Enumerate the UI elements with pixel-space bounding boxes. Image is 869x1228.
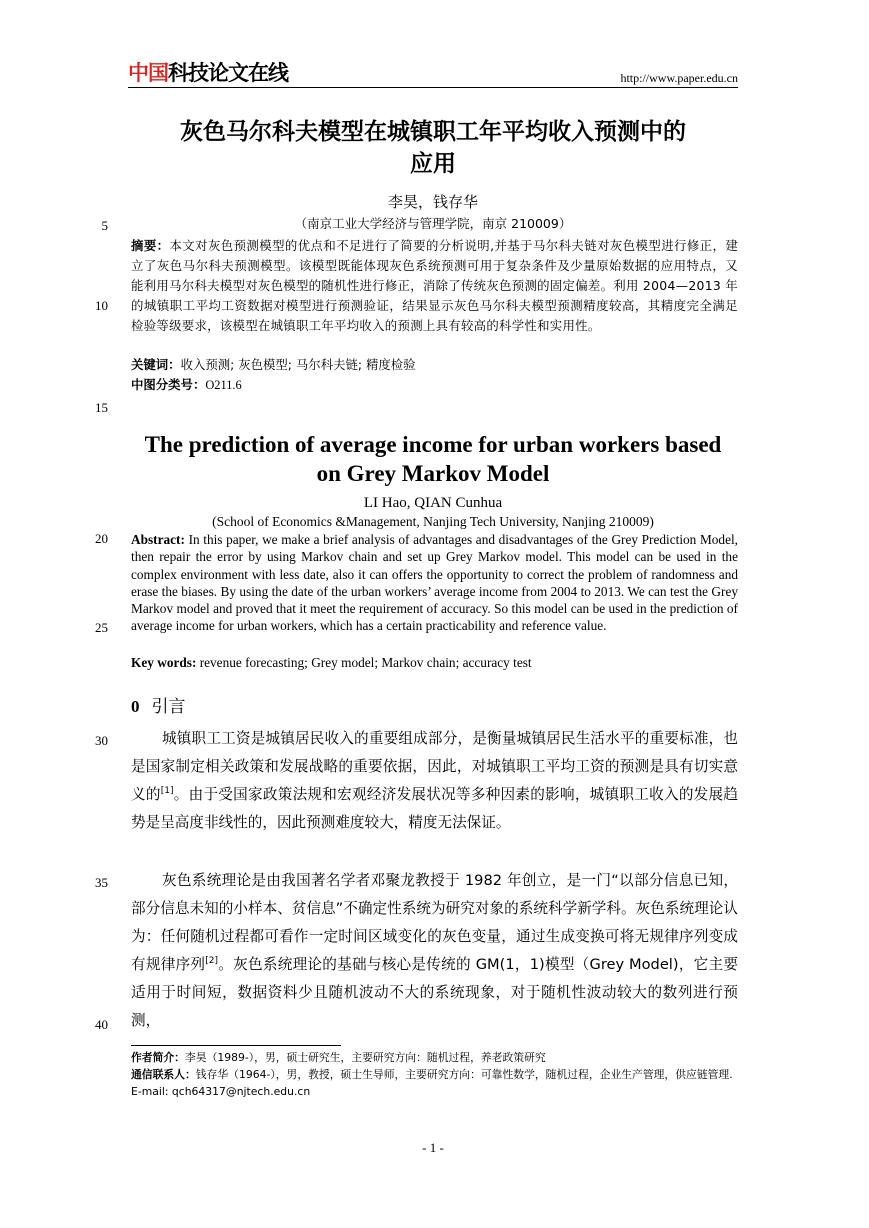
en-title (128, 430, 738, 488)
site-url[interactable]: http://www.paper.edu.cn (620, 71, 738, 85)
citation[interactable]: [2] (205, 956, 219, 966)
line-number: 30 (95, 733, 108, 748)
footnote-rule (131, 1045, 341, 1046)
en-affiliation: (School of Economics &Management, Nanjing Tech University, Nanjing 210009) (212, 514, 654, 529)
body-paragraph (131, 725, 738, 837)
footnote-contact-label: 通信联系人： (131, 1068, 196, 1081)
cn-abstract (131, 236, 738, 336)
line-number: 10 (95, 298, 108, 313)
body-text-run: 。由于受国家政策法规和宏观经济发展状况等多种因素的影响，城镇职工收入的发展趋势是呈高度非线性的，因此预测难度较大，精度无法保证。 (131, 786, 738, 831)
line-number: 15 (95, 400, 108, 415)
cn-class-code: O211.6 (205, 378, 242, 392)
section-title: 引言 (151, 697, 186, 717)
cn-keywords-label: 关键词： (131, 357, 181, 372)
en-abstract (131, 531, 738, 635)
line-number: 20 (95, 531, 108, 546)
line-number: 35 (95, 875, 108, 890)
en-title-line: The prediction of average income for urban workers based (144, 432, 722, 457)
site-logo: 中国科技论文在线 (128, 61, 288, 85)
body-text-run: 城镇职工工资是城镇居民收入的重要组成部分，是衡量城镇居民生活水平的重要标准，也是国家制定相关政策和发展战略的重要依据，因此，对城镇职工平均工资的预测是具有切实意义的 (131, 730, 738, 803)
cn-keywords (131, 355, 738, 375)
body-text-run: 灰色系统理论是由我国著名学者邓聚龙教授于 1982 年创立，是一门“以部分信息已知，部分信息未知的小样本、贫信息”不确定性系统为研究对象的系统科学新学科。灰色系统理论认为：任何随机过程都可看作一定时间区域变化的灰色变量，通过生成变换可将无规律序列变成有规律序列 (131, 872, 738, 973)
cn-keywords-text: 收入预测; 灰色模型; 马尔科夫链; 精度检验 (180, 357, 416, 372)
line-number: 40 (95, 1017, 108, 1032)
cn-abstract-text: 本文对灰色预测模型的优点和不足进行了简要的分析说明,并基于马尔科夫链对灰色模型进行修正，建立了灰色马尔科夫预测模型。该模型既能体现灰色系统预测可用于复杂条件及少量原始数据的应用特点，又能利用马尔科夫模型对灰色模型的随机性进行修正，消除了传统灰色预测的固定偏差。利用 2004—2013 年的城镇职工平均工资数据对模型进行预测验证，结果显示灰色马尔科夫模型预测精度较高，其精度完全满足检验等级要求，该模型在城镇职工年平均收入的预测上具有较高的科学性和实用性。 (131, 238, 739, 333)
en-keywords-label: Key words: (131, 655, 197, 670)
footnote-contact (131, 1066, 738, 1100)
body-paragraph (131, 867, 738, 1035)
footnote-author (131, 1049, 738, 1066)
section-number: 0 (131, 697, 140, 716)
cn-abstract-label: 摘要： (131, 238, 170, 253)
line-number: 25 (95, 620, 108, 635)
cn-class-label: 中图分类号： (131, 377, 206, 392)
en-abstract-label: Abstract: (131, 532, 185, 547)
cn-title-line: 应用 (410, 151, 456, 177)
cn-title-line: 灰色马尔科夫模型在城镇职工年平均收入预测中的 (180, 119, 686, 145)
en-keywords-text: revenue forecasting; Grey model; Markov chain; accuracy test (199, 655, 532, 670)
body-text-run: 。灰色系统理论的基础与核心是传统的 GM(1，1)模型（Grey Model)，它主要适用于时间短，数据资料少且随机波动不大的系统现象，对于随机性波动较大的数列进行预测， (131, 956, 738, 1029)
line-number: 5 (101, 218, 108, 233)
footnote-author-label: 作者简介： (131, 1051, 185, 1064)
cn-classification (131, 375, 738, 395)
cn-affiliation: （南京工业大学经济与管理学院，南京 210009） (294, 216, 572, 231)
section-heading (131, 696, 186, 718)
citation[interactable]: [1] (160, 786, 174, 796)
en-keywords (131, 654, 738, 671)
cn-title (128, 116, 738, 180)
en-authors: LI Hao, QIAN Cunhua (363, 495, 503, 511)
en-abstract-text: In this paper, we make a brief analysis of advantages and disadvantages of the Grey Prediction Model, then repair the error by using Markov chain and set up Grey Markov model. This model can be used in the complex environment with less date, also it can offers the opportunity to correct the problem of randomness and erase the biases. By using the date of the urban workers’ average income from 2004 to 2013. We can test the Grey Markov model and proved that it meet the requirement of accuracy. So this model can be used in the prediction of average income for urban workers, which has a certain practicability and reference value. (131, 532, 738, 634)
footnote-author-text: 李昊（1989-），男，硕士研究生，主要研究方向：随机过程，养老政策研究 (184, 1051, 546, 1064)
header-rule (128, 87, 738, 88)
en-title-line: on Grey Markov Model (316, 461, 550, 486)
cn-authors: 李昊，钱存华 (387, 193, 478, 211)
footnote-contact-text: 钱存华（1964-），男，教授，硕士生导师，主要研究方向：可靠性数学，随机过程，企业生产管理，供应链管理. E-mail: qch64317@njtech.edu.cn (131, 1068, 733, 1098)
page-number: - 1 - (422, 1140, 444, 1155)
